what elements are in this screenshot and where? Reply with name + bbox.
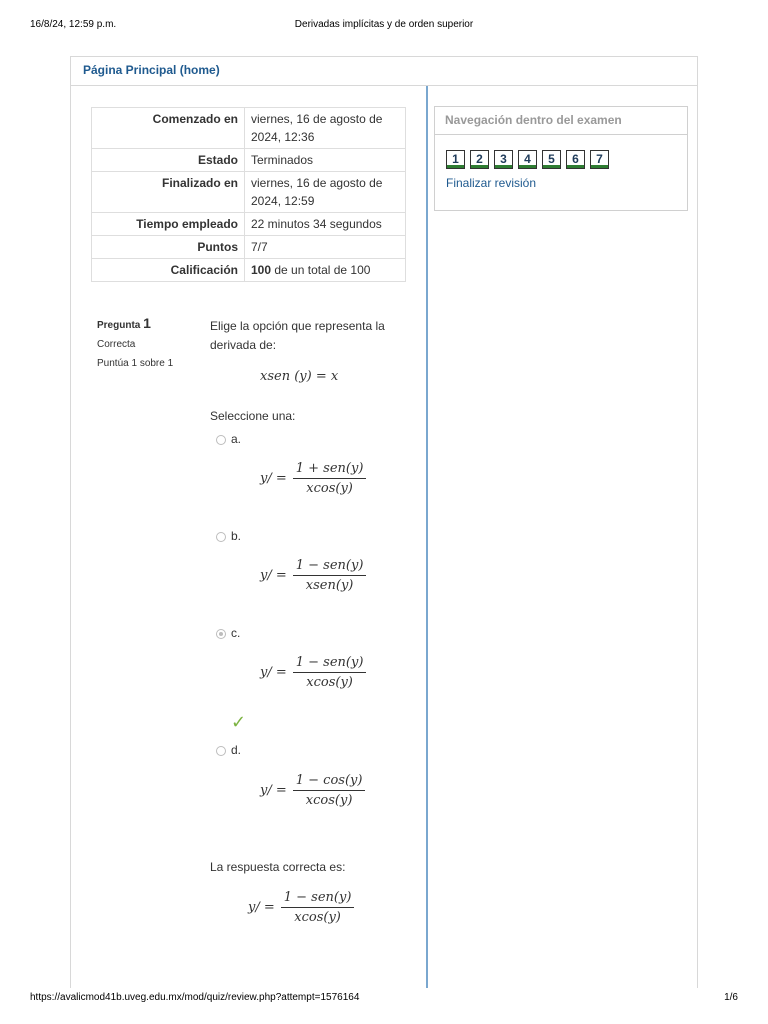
attempt-summary-table (91, 107, 406, 282)
correct-answer-formula (248, 890, 354, 925)
summary-key: Estado (92, 149, 245, 172)
formula-lhs: y/ = (260, 568, 287, 583)
question-number (97, 315, 197, 331)
correct-check-icon: ✓ (231, 712, 247, 732)
summary-value: 7/7 (245, 236, 406, 259)
radio-option-a[interactable] (216, 435, 226, 445)
summary-value: viernes, 16 de agosto de 2024, 12:36 (245, 108, 406, 149)
quiz-nav-button-6[interactable]: 6 (566, 150, 585, 169)
quiz-nav-button-3[interactable]: 3 (494, 150, 513, 169)
formula-denominator: xcos(y) (306, 675, 353, 690)
print-date: 16/8/24, 12:59 p.m. (30, 19, 117, 30)
radio-option-d[interactable] (216, 746, 226, 756)
quiz-nav-button-2[interactable]: 2 (470, 150, 489, 169)
table-row (92, 149, 406, 172)
summary-value: 22 minutos 34 segundos (245, 213, 406, 236)
quiz-nav-button-4[interactable]: 4 (518, 150, 537, 169)
quiz-nav-button-7[interactable]: 7 (590, 150, 609, 169)
quiz-navigation-buttons (446, 150, 609, 169)
home-link[interactable]: Página Principal (home) (83, 63, 220, 77)
radio-option-b[interactable] (216, 532, 226, 542)
page-number: 1/6 (724, 992, 738, 1003)
print-header (30, 19, 738, 33)
table-row (92, 213, 406, 236)
summary-key: Calificación (92, 259, 245, 282)
option-b-formula (260, 558, 366, 593)
formula-lhs: y/ = (260, 665, 287, 680)
summary-value: viernes, 16 de agosto de 2024, 12:59 (245, 172, 406, 213)
option-c[interactable] (216, 626, 240, 640)
question-state: Correcta (97, 339, 136, 350)
summary-key: Puntos (92, 236, 245, 259)
quiz-navigation-title: Navegación dentro del examen (435, 107, 687, 135)
summary-value (245, 259, 406, 282)
navbar (71, 57, 697, 86)
quiz-nav-button-1[interactable]: 1 (446, 150, 465, 169)
option-c-formula (260, 655, 366, 690)
option-a[interactable] (216, 432, 241, 446)
formula-lhs: y/ = (260, 471, 287, 486)
question-text: Elige la opción que representa la derivada de: (210, 319, 385, 352)
option-letter: a. (231, 432, 242, 446)
summary-key: Tiempo empleado (92, 213, 245, 236)
quiz-navigation-block (434, 106, 688, 211)
option-d[interactable] (216, 743, 241, 757)
option-d-formula (260, 773, 365, 808)
column-divider (426, 86, 428, 988)
option-a-formula (260, 461, 366, 496)
table-row (92, 259, 406, 282)
radio-option-c[interactable] (216, 629, 226, 639)
formula-denominator: xcos(y) (294, 910, 341, 925)
formula-denominator: xsen(y) (305, 578, 354, 593)
option-letter: b. (231, 529, 242, 543)
table-row (92, 172, 406, 213)
grade-total: de un total de 100 (271, 263, 371, 277)
summary-key: Comenzado en (92, 108, 245, 149)
finish-review-link[interactable]: Finalizar revisión (446, 176, 537, 190)
option-letter: c. (231, 626, 241, 640)
option-letter: d. (231, 743, 242, 757)
correct-answer-label: La respuesta correcta es: (210, 860, 346, 874)
option-b[interactable] (216, 529, 241, 543)
table-row (92, 236, 406, 259)
select-prompt: Seleccione una: (210, 409, 296, 423)
page-frame (70, 56, 698, 988)
formula-numerator: 1 − sen(y) (281, 890, 355, 908)
summary-value: Terminados (245, 149, 406, 172)
question-grade: Puntúa 1 sobre 1 (97, 358, 174, 369)
quiz-nav-button-5[interactable]: 5 (542, 150, 561, 169)
table-row (92, 108, 406, 149)
formula-numerator: 1 − cos(y) (293, 773, 366, 791)
question-number-value: 1 (143, 315, 151, 331)
formula-lhs: y/ = (260, 783, 287, 798)
formula-numerator: 1 − sen(y) (293, 655, 367, 673)
formula-numerator: 1 + sen(y) (293, 461, 367, 479)
formula-denominator: xcos(y) (306, 481, 353, 496)
grade-value: 100 (251, 263, 272, 277)
summary-key: Finalizado en (92, 172, 245, 213)
print-url: https://avalicmod41b.uveg.edu.mx/mod/quiz/review.php?attempt=1576164 (30, 992, 360, 1003)
question-info (97, 315, 197, 369)
print-footer (30, 992, 738, 1006)
document-title: Derivadas implícitas y de orden superior (294, 19, 474, 30)
question-label: Pregunta (97, 320, 141, 331)
question-equation: xsen (y) = x (260, 369, 339, 384)
formula-numerator: 1 − sen(y) (293, 558, 367, 576)
formula-lhs: y/ = (248, 900, 275, 915)
formula-denominator: xcos(y) (305, 793, 353, 808)
